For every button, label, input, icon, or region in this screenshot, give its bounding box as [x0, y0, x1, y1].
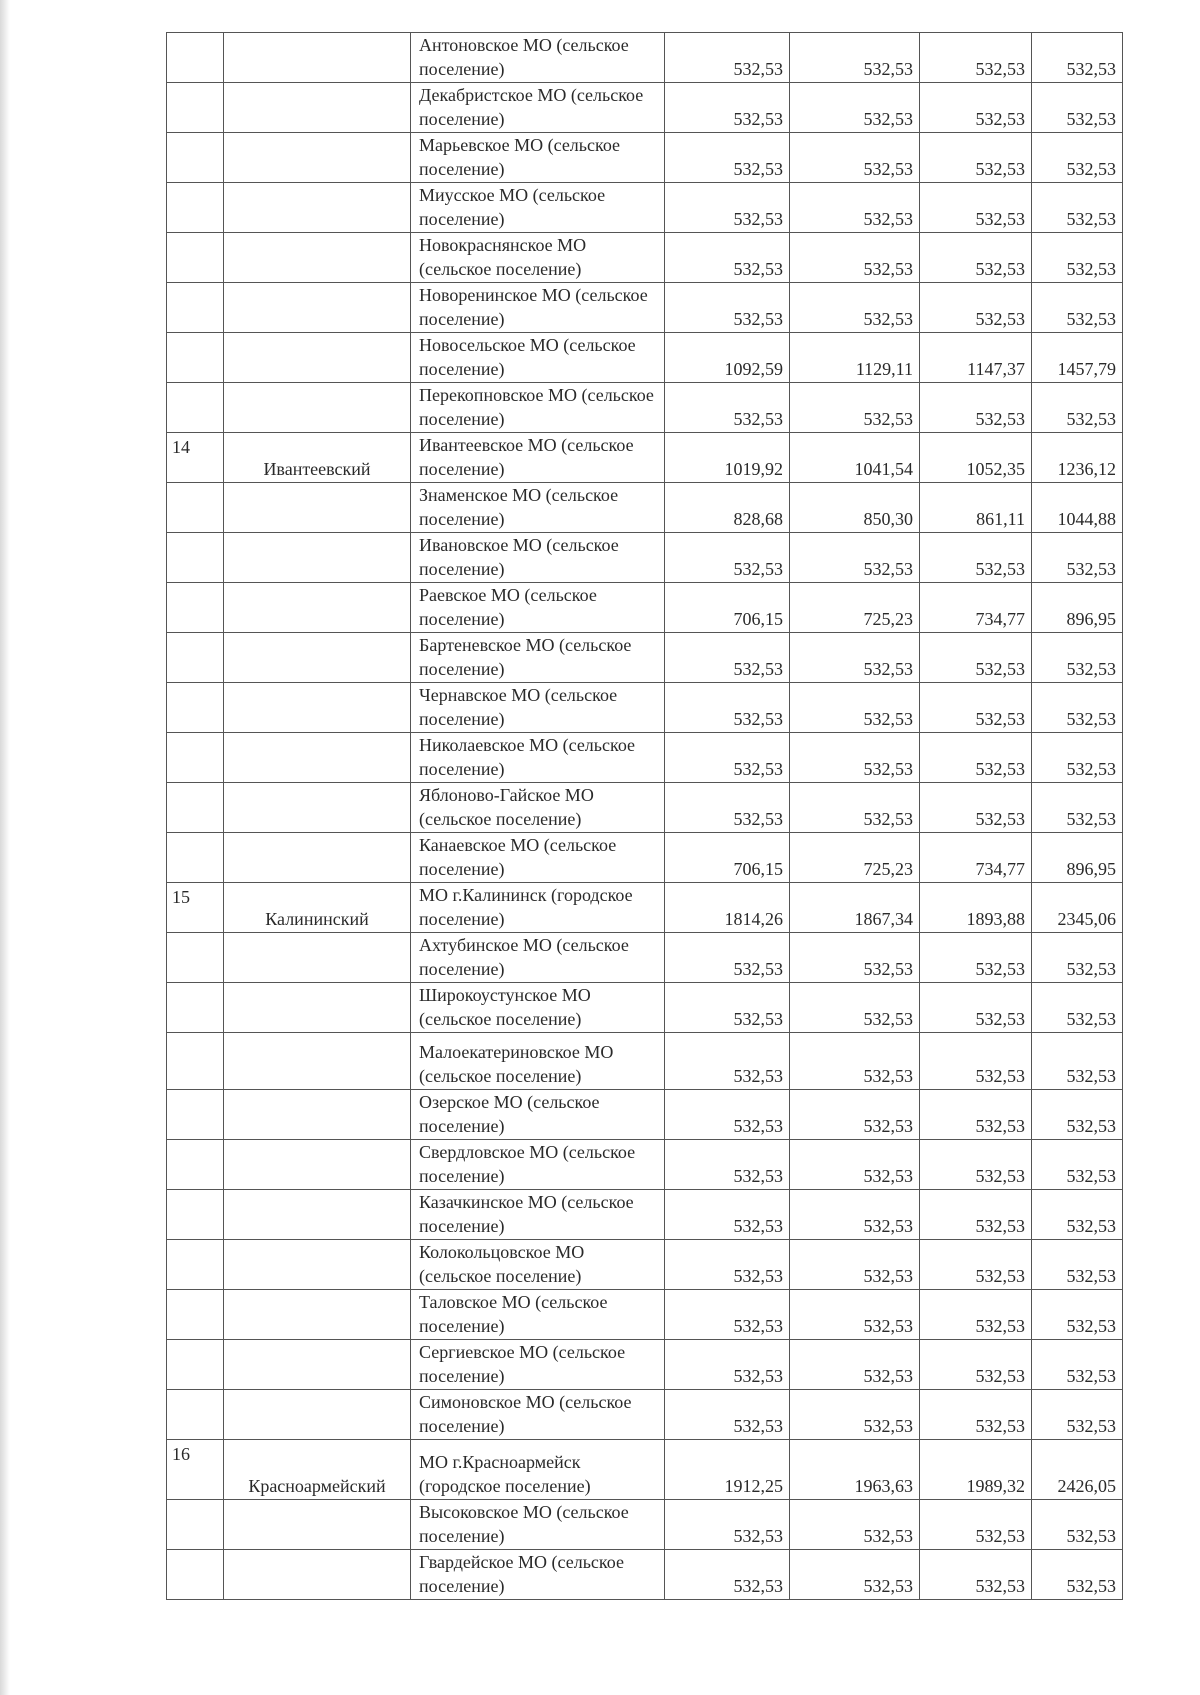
- municipality-name-cell: Чернавское МО (сельское поселение): [411, 683, 665, 733]
- district-cell: Калининский: [224, 883, 411, 933]
- value-cell-4: 532,53: [1032, 33, 1123, 83]
- district-cell: [224, 933, 411, 983]
- table-row: [167, 33, 1123, 83]
- value-cell-2: 532,53: [790, 133, 920, 183]
- value-cell-1: 532,53: [665, 733, 790, 783]
- value-cell-4: 532,53: [1032, 1550, 1123, 1600]
- table-body: [167, 33, 1123, 1600]
- district-cell: Красноармейский: [224, 1440, 411, 1500]
- value-cell-1: 828,68: [665, 483, 790, 533]
- table-row: [167, 1290, 1123, 1340]
- municipality-name-cell: Свердловское МО (сельское поселение): [411, 1140, 665, 1190]
- row-number-cell: [167, 1340, 224, 1390]
- table-row: [167, 633, 1123, 683]
- row-number-cell: [167, 183, 224, 233]
- value-cell-4: 2426,05: [1032, 1440, 1123, 1500]
- value-cell-2: 532,53: [790, 183, 920, 233]
- value-cell-2: 725,23: [790, 583, 920, 633]
- value-cell-4: 532,53: [1032, 1090, 1123, 1140]
- municipality-name-cell: МО г.Красноармейск (городское поселение): [411, 1440, 665, 1500]
- table-row: [167, 1440, 1123, 1500]
- district-cell: [224, 1240, 411, 1290]
- value-cell-3: 532,53: [920, 1033, 1032, 1090]
- row-number-cell: [167, 233, 224, 283]
- municipality-name-cell: МО г.Калининск (городское поселение): [411, 883, 665, 933]
- municipality-name-cell: Миусское МО (сельское поселение): [411, 183, 665, 233]
- row-number-cell: [167, 1500, 224, 1550]
- value-cell-4: 532,53: [1032, 233, 1123, 283]
- municipality-name-cell: Широкоустунское МО (сельское поселение): [411, 983, 665, 1033]
- value-cell-3: 532,53: [920, 1090, 1032, 1140]
- value-cell-3: 532,53: [920, 1390, 1032, 1440]
- value-cell-1: 532,53: [665, 1340, 790, 1390]
- value-cell-1: 532,53: [665, 1290, 790, 1340]
- value-cell-2: 725,23: [790, 833, 920, 883]
- table-row: [167, 383, 1123, 433]
- value-cell-3: 1893,88: [920, 883, 1032, 933]
- municipality-name-cell: Высоковское МО (сельское поселение): [411, 1500, 665, 1550]
- value-cell-2: 532,53: [790, 1190, 920, 1240]
- value-cell-4: 532,53: [1032, 133, 1123, 183]
- row-number-cell: [167, 1090, 224, 1140]
- tariff-table: [166, 32, 1123, 1600]
- value-cell-1: 532,53: [665, 983, 790, 1033]
- value-cell-2: 850,30: [790, 483, 920, 533]
- value-cell-1: 532,53: [665, 633, 790, 683]
- district-cell: [224, 1340, 411, 1390]
- value-cell-4: 532,53: [1032, 383, 1123, 433]
- district-cell: [224, 33, 411, 83]
- value-cell-1: 706,15: [665, 583, 790, 633]
- value-cell-1: 532,53: [665, 783, 790, 833]
- municipality-name-cell: Знаменское МО (сельское поселение): [411, 483, 665, 533]
- table-row: [167, 1500, 1123, 1550]
- district-cell: [224, 283, 411, 333]
- value-cell-3: 532,53: [920, 1500, 1032, 1550]
- value-cell-2: 532,53: [790, 283, 920, 333]
- value-cell-4: 532,53: [1032, 1033, 1123, 1090]
- row-number-cell: [167, 933, 224, 983]
- value-cell-4: 532,53: [1032, 733, 1123, 783]
- row-number-cell: [167, 383, 224, 433]
- value-cell-3: 532,53: [920, 933, 1032, 983]
- row-number-cell: [167, 1190, 224, 1240]
- value-cell-1: 532,53: [665, 1033, 790, 1090]
- value-cell-3: 861,11: [920, 483, 1032, 533]
- district-cell: [224, 333, 411, 383]
- value-cell-2: 1867,34: [790, 883, 920, 933]
- value-cell-3: 532,53: [920, 1290, 1032, 1340]
- value-cell-3: 532,53: [920, 1190, 1032, 1240]
- municipality-name-cell: Ивановское МО (сельское поселение): [411, 533, 665, 583]
- value-cell-1: 532,53: [665, 183, 790, 233]
- row-number-cell: [167, 133, 224, 183]
- municipality-name-cell: Бартеневское МО (сельское поселение): [411, 633, 665, 683]
- district-cell: [224, 1550, 411, 1600]
- value-cell-2: 532,53: [790, 1090, 920, 1140]
- row-number-cell: [167, 683, 224, 733]
- value-cell-2: 532,53: [790, 1033, 920, 1090]
- value-cell-1: 706,15: [665, 833, 790, 883]
- value-cell-2: 532,53: [790, 1140, 920, 1190]
- row-number-cell: [167, 633, 224, 683]
- value-cell-3: 532,53: [920, 83, 1032, 133]
- value-cell-3: 532,53: [920, 33, 1032, 83]
- municipality-name-cell: Николаевское МО (сельское поселение): [411, 733, 665, 783]
- table-row: [167, 833, 1123, 883]
- table-row: [167, 183, 1123, 233]
- value-cell-1: 532,53: [665, 1550, 790, 1600]
- table-row: [167, 233, 1123, 283]
- value-cell-2: 532,53: [790, 83, 920, 133]
- value-cell-4: 532,53: [1032, 1340, 1123, 1390]
- table-row: [167, 583, 1123, 633]
- value-cell-2: 532,53: [790, 383, 920, 433]
- value-cell-2: 1129,11: [790, 333, 920, 383]
- row-number-cell: [167, 533, 224, 583]
- row-number-cell: [167, 1240, 224, 1290]
- municipality-name-cell: Озерское МО (сельское поселение): [411, 1090, 665, 1140]
- table-row: [167, 1090, 1123, 1140]
- value-cell-3: 532,53: [920, 1550, 1032, 1600]
- district-cell: [224, 1033, 411, 1090]
- value-cell-4: 532,53: [1032, 1240, 1123, 1290]
- value-cell-4: 532,53: [1032, 983, 1123, 1033]
- district-cell: [224, 683, 411, 733]
- value-cell-3: 532,53: [920, 1240, 1032, 1290]
- value-cell-3: 1147,37: [920, 333, 1032, 383]
- district-cell: [224, 733, 411, 783]
- row-number-cell: [167, 833, 224, 883]
- value-cell-4: 532,53: [1032, 1290, 1123, 1340]
- value-cell-1: 532,53: [665, 933, 790, 983]
- value-cell-4: 532,53: [1032, 683, 1123, 733]
- municipality-name-cell: Сергиевское МО (сельское поселение): [411, 1340, 665, 1390]
- value-cell-4: 2345,06: [1032, 883, 1123, 933]
- value-cell-3: 1989,32: [920, 1440, 1032, 1500]
- value-cell-1: 532,53: [665, 533, 790, 583]
- value-cell-1: 1019,92: [665, 433, 790, 483]
- municipality-name-cell: Ивантеевское МО (сельское поселение): [411, 433, 665, 483]
- district-cell: [224, 483, 411, 533]
- row-number-cell: [167, 33, 224, 83]
- district-cell: [224, 633, 411, 683]
- district-cell: [224, 133, 411, 183]
- value-cell-2: 532,53: [790, 683, 920, 733]
- table-row: [167, 1390, 1123, 1440]
- municipality-name-cell: Ахтубинское МО (сельское поселение): [411, 933, 665, 983]
- district-cell: [224, 233, 411, 283]
- district-cell: [224, 583, 411, 633]
- value-cell-2: 532,53: [790, 33, 920, 83]
- table-row: [167, 1240, 1123, 1290]
- row-number-cell: [167, 1140, 224, 1190]
- value-cell-1: 532,53: [665, 1240, 790, 1290]
- row-number-cell: [167, 283, 224, 333]
- table-row: [167, 433, 1123, 483]
- district-cell: [224, 83, 411, 133]
- table-row: [167, 533, 1123, 583]
- value-cell-1: 532,53: [665, 1090, 790, 1140]
- municipality-name-cell: Перекопновское МО (сельское поселение): [411, 383, 665, 433]
- district-cell: [224, 1500, 411, 1550]
- value-cell-4: 532,53: [1032, 1140, 1123, 1190]
- value-cell-4: 1044,88: [1032, 483, 1123, 533]
- district-cell: [224, 1090, 411, 1140]
- value-cell-4: 1457,79: [1032, 333, 1123, 383]
- table-row: [167, 1340, 1123, 1390]
- value-cell-4: 532,53: [1032, 783, 1123, 833]
- table-row: [167, 133, 1123, 183]
- value-cell-4: 896,95: [1032, 583, 1123, 633]
- district-cell: [224, 183, 411, 233]
- value-cell-4: 532,53: [1032, 83, 1123, 133]
- table-row: [167, 1140, 1123, 1190]
- district-cell: [224, 1390, 411, 1440]
- municipality-name-cell: Антоновское МО (сельское поселение): [411, 33, 665, 83]
- value-cell-2: 532,53: [790, 933, 920, 983]
- value-cell-1: 1814,26: [665, 883, 790, 933]
- value-cell-2: 532,53: [790, 1550, 920, 1600]
- municipality-name-cell: Новоренинское МО (сельское поселение): [411, 283, 665, 333]
- table-row: [167, 733, 1123, 783]
- row-number-cell: [167, 1550, 224, 1600]
- value-cell-2: 532,53: [790, 633, 920, 683]
- value-cell-2: 532,53: [790, 783, 920, 833]
- table-row: [167, 933, 1123, 983]
- value-cell-4: 532,53: [1032, 1390, 1123, 1440]
- table-row: [167, 683, 1123, 733]
- value-cell-4: 532,53: [1032, 1190, 1123, 1240]
- value-cell-3: 532,53: [920, 1340, 1032, 1390]
- value-cell-4: 532,53: [1032, 933, 1123, 983]
- value-cell-2: 532,53: [790, 533, 920, 583]
- value-cell-3: 532,53: [920, 633, 1032, 683]
- municipality-name-cell: Марьевское МО (сельское поселение): [411, 133, 665, 183]
- municipality-name-cell: Таловское МО (сельское поселение): [411, 1290, 665, 1340]
- row-number-cell: 15: [167, 883, 224, 933]
- value-cell-2: 532,53: [790, 1390, 920, 1440]
- value-cell-3: 1052,35: [920, 433, 1032, 483]
- value-cell-1: 1092,59: [665, 333, 790, 383]
- value-cell-4: 532,53: [1032, 633, 1123, 683]
- value-cell-3: 532,53: [920, 1140, 1032, 1190]
- value-cell-1: 532,53: [665, 1140, 790, 1190]
- value-cell-3: 532,53: [920, 683, 1032, 733]
- municipality-name-cell: Яблоново-Гайское МО (сельское поселение): [411, 783, 665, 833]
- row-number-cell: [167, 1290, 224, 1340]
- row-number-cell: [167, 583, 224, 633]
- table-row: [167, 983, 1123, 1033]
- value-cell-1: 1912,25: [665, 1440, 790, 1500]
- value-cell-4: 532,53: [1032, 183, 1123, 233]
- district-cell: [224, 1140, 411, 1190]
- municipality-name-cell: Малоекатериновское МО (сельское поселение): [411, 1033, 665, 1090]
- value-cell-3: 532,53: [920, 983, 1032, 1033]
- row-number-cell: [167, 333, 224, 383]
- value-cell-1: 532,53: [665, 133, 790, 183]
- row-number-cell: [167, 1390, 224, 1440]
- district-cell: [224, 833, 411, 883]
- value-cell-2: 532,53: [790, 1290, 920, 1340]
- scan-shadow-edge: [0, 0, 10, 1695]
- row-number-cell: 14: [167, 433, 224, 483]
- district-cell: [224, 1290, 411, 1340]
- value-cell-2: 532,53: [790, 1240, 920, 1290]
- row-number-cell: [167, 83, 224, 133]
- value-cell-1: 532,53: [665, 1500, 790, 1550]
- value-cell-3: 532,53: [920, 533, 1032, 583]
- value-cell-1: 532,53: [665, 283, 790, 333]
- value-cell-1: 532,53: [665, 83, 790, 133]
- district-cell: [224, 783, 411, 833]
- municipality-name-cell: Новосельское МО (сельское поселение): [411, 333, 665, 383]
- value-cell-2: 532,53: [790, 233, 920, 283]
- row-number-cell: [167, 733, 224, 783]
- value-cell-2: 532,53: [790, 1500, 920, 1550]
- value-cell-4: 532,53: [1032, 533, 1123, 583]
- value-cell-1: 532,53: [665, 1190, 790, 1240]
- value-cell-1: 532,53: [665, 383, 790, 433]
- value-cell-4: 532,53: [1032, 1500, 1123, 1550]
- value-cell-1: 532,53: [665, 1390, 790, 1440]
- table-row: [167, 483, 1123, 533]
- table-row: [167, 83, 1123, 133]
- table-row: [167, 883, 1123, 933]
- value-cell-3: 532,53: [920, 183, 1032, 233]
- value-cell-4: 532,53: [1032, 283, 1123, 333]
- table-row: [167, 283, 1123, 333]
- table-row: [167, 1033, 1123, 1090]
- value-cell-1: 532,53: [665, 33, 790, 83]
- value-cell-4: 1236,12: [1032, 433, 1123, 483]
- municipality-name-cell: Колокольцовское МО (сельское поселение): [411, 1240, 665, 1290]
- district-cell: Ивантеевский: [224, 433, 411, 483]
- municipality-name-cell: Казачкинское МО (сельское поселение): [411, 1190, 665, 1240]
- table-row: [167, 783, 1123, 833]
- value-cell-3: 532,53: [920, 383, 1032, 433]
- table-row: [167, 333, 1123, 383]
- row-number-cell: 16: [167, 1440, 224, 1500]
- municipality-name-cell: Раевское МО (сельское поселение): [411, 583, 665, 633]
- value-cell-3: 532,53: [920, 233, 1032, 283]
- value-cell-1: 532,53: [665, 683, 790, 733]
- municipality-name-cell: Гвардейское МО (сельское поселение): [411, 1550, 665, 1600]
- row-number-cell: [167, 983, 224, 1033]
- row-number-cell: [167, 1033, 224, 1090]
- value-cell-3: 532,53: [920, 783, 1032, 833]
- value-cell-3: 532,53: [920, 133, 1032, 183]
- district-cell: [224, 383, 411, 433]
- table-row: [167, 1550, 1123, 1600]
- table-row: [167, 1190, 1123, 1240]
- value-cell-3: 734,77: [920, 583, 1032, 633]
- value-cell-2: 1041,54: [790, 433, 920, 483]
- municipality-name-cell: Симоновское МО (сельское поселение): [411, 1390, 665, 1440]
- district-cell: [224, 533, 411, 583]
- value-cell-3: 734,77: [920, 833, 1032, 883]
- value-cell-1: 532,53: [665, 233, 790, 283]
- municipality-name-cell: Канаевское МО (сельское поселение): [411, 833, 665, 883]
- value-cell-2: 532,53: [790, 983, 920, 1033]
- district-cell: [224, 1190, 411, 1240]
- value-cell-2: 532,53: [790, 733, 920, 783]
- row-number-cell: [167, 783, 224, 833]
- row-number-cell: [167, 483, 224, 533]
- value-cell-2: 1963,63: [790, 1440, 920, 1500]
- value-cell-4: 896,95: [1032, 833, 1123, 883]
- municipality-name-cell: Декабристское МО (сельское поселение): [411, 83, 665, 133]
- value-cell-3: 532,53: [920, 283, 1032, 333]
- district-cell: [224, 983, 411, 1033]
- value-cell-2: 532,53: [790, 1340, 920, 1390]
- municipality-name-cell: Новокраснянское МО (сельское поселение): [411, 233, 665, 283]
- value-cell-3: 532,53: [920, 733, 1032, 783]
